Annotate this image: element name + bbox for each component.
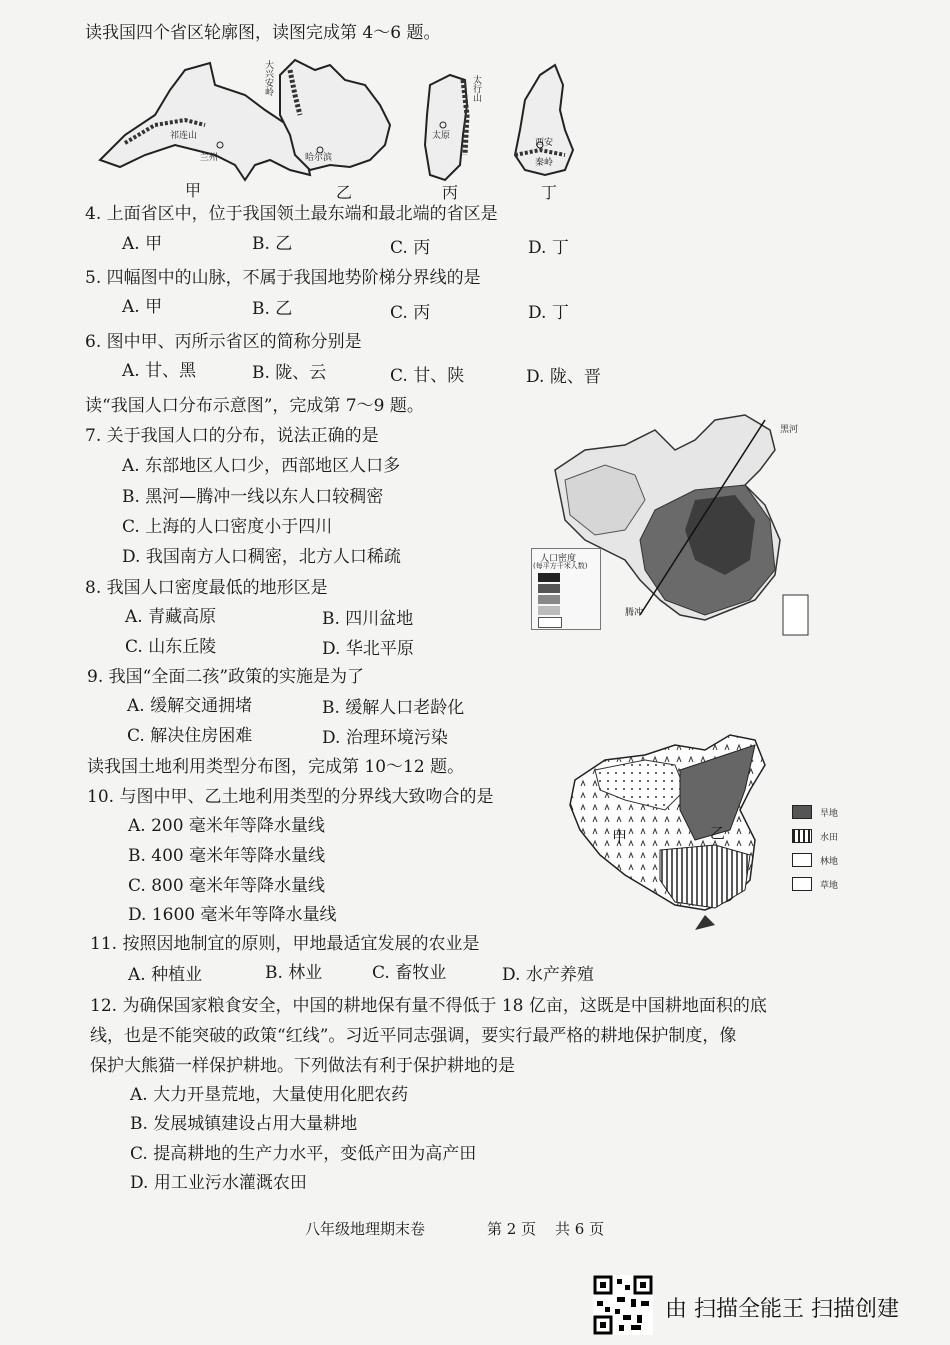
pop-legend-title: 人口密度 <box>540 554 577 564</box>
q11-option-a[interactable]: A. 种植业 <box>128 965 203 985</box>
map-place-taiyuan: 太原 <box>432 131 451 141</box>
land-legend-forest: 林地 <box>820 857 839 867</box>
q12-option-b[interactable]: B. 发展城镇建设占用大量耕地 <box>130 1114 358 1134</box>
scanner-watermark-text: 由 扫描全能王 扫描创建 <box>665 1297 899 1322</box>
question-7-stem: 7. 关于我国人口的分布，说法正确的是 <box>85 426 379 446</box>
q8-option-b[interactable]: B. 四川盆地 <box>322 609 414 629</box>
map-label-bing: 丙 <box>442 183 459 202</box>
q10-option-d[interactable]: D. 1600 毫米年等降水量线 <box>128 905 337 925</box>
map-place-taihang: 太行山 <box>471 75 481 102</box>
question-6-stem: 6. 图中甲、丙所示省区的简称分别是 <box>85 332 362 352</box>
q7-option-a[interactable]: A. 东部地区人口少，西部地区人口多 <box>122 456 401 476</box>
pop-legend-swatch-3 <box>538 595 560 604</box>
land-use-map <box>565 730 785 930</box>
land-legend-swatch-paddy <box>792 829 812 843</box>
land-legend-dryland: 旱地 <box>820 809 839 819</box>
pop-map-legend <box>531 548 601 630</box>
q11-option-b[interactable]: B. 林业 <box>265 963 323 983</box>
map-label-jia: 甲 <box>185 181 202 200</box>
question-8-stem: 8. 我国人口密度最低的地形区是 <box>85 578 328 598</box>
q6-option-d[interactable]: D. 陇、晋 <box>526 367 601 387</box>
q9-option-d[interactable]: D. 治理环境污染 <box>322 728 448 748</box>
q9-option-c[interactable]: C. 解决住房困难 <box>127 726 253 746</box>
map-place-qilian: 祁连山 <box>170 131 198 141</box>
q11-option-c[interactable]: C. 畜牧业 <box>372 963 447 983</box>
pop-legend-subtitle: (每平方千米人数) <box>533 562 588 570</box>
question-12-stem-line-3: 保护大熊猫一样保护耕地。下列做法有利于保护耕地的是 <box>90 1056 515 1076</box>
footer-exam-title: 八年级地理期末卷 <box>305 1220 426 1238</box>
land-map-yi: 乙 <box>710 824 726 842</box>
map-place-lanzhou: 兰州 <box>200 153 219 163</box>
qr-code-icon <box>593 1275 653 1335</box>
q10-option-c[interactable]: C. 800 毫米年等降水量线 <box>128 876 326 896</box>
q8-option-d[interactable]: D. 华北平原 <box>322 639 414 659</box>
q7-option-c[interactable]: C. 上海的人口密度小于四川 <box>122 517 333 537</box>
map-place-qinling: 秦岭 <box>535 158 554 168</box>
question-5-stem: 5. 四幅图中的山脉，不属于我国地势阶梯分界线的是 <box>85 268 481 288</box>
land-legend-swatch-forest <box>792 853 812 867</box>
question-12-stem-line-2: 线，也是不能突破的政策“红线”。习近平同志强调，要实行最严格的耕地保护制度，像 <box>90 1026 737 1046</box>
q7-option-d[interactable]: D. 我国南方人口稠密，北方人口稀疏 <box>122 547 401 567</box>
question-11-stem: 11. 按照因地制宜的原则，甲地最适宜发展的农业是 <box>90 934 480 954</box>
q6-option-c[interactable]: C. 甘、陕 <box>390 366 465 386</box>
question-10-stem: 10. 与图中甲、乙土地利用类型的分界线大致吻合的是 <box>87 787 494 807</box>
land-legend-swatch-dryland <box>792 805 812 819</box>
q8-option-a[interactable]: A. 青藏高原 <box>125 607 217 627</box>
section-intro-4-6: 读我国四个省区轮廓图，读图完成第 4～6 题。 <box>85 23 441 43</box>
q4-option-a[interactable]: A. 甲 <box>122 234 163 254</box>
question-12-stem-line-1: 12. 为确保国家粮食安全，中国的耕地保有量不得低于 18 亿亩，这既是中国耕地面积的底 <box>90 996 767 1016</box>
pop-legend-swatch-1 <box>538 573 560 582</box>
map-place-harbin: 哈尔滨 <box>305 153 333 163</box>
map-label-yi: 乙 <box>336 183 353 202</box>
footer-page-total: 共 6 页 <box>555 1220 605 1238</box>
q11-option-d[interactable]: D. 水产养殖 <box>502 965 594 985</box>
q5-option-c[interactable]: C. 丙 <box>390 303 431 323</box>
question-9-stem: 9. 我国“全面二孩”政策的实施是为了 <box>87 667 365 687</box>
q5-option-d[interactable]: D. 丁 <box>528 303 569 323</box>
pop-map-heihe: 黑河 <box>780 425 799 435</box>
land-legend-swatch-grassland <box>792 877 812 891</box>
q4-option-b[interactable]: B. 乙 <box>252 234 293 254</box>
q5-option-a[interactable]: A. 甲 <box>122 297 163 317</box>
q10-option-b[interactable]: B. 400 毫米年等降水量线 <box>128 846 326 866</box>
q12-option-a[interactable]: A. 大力开垦荒地，大量使用化肥农药 <box>130 1085 409 1105</box>
question-4-stem: 4. 上面省区中，位于我国领土最东端和最北端的省区是 <box>85 204 498 224</box>
pop-legend-swatch-4 <box>538 606 560 615</box>
q10-option-a[interactable]: A. 200 毫米年等降水量线 <box>128 816 325 836</box>
section-intro-10-12: 读我国土地利用类型分布图，完成第 10～12 题。 <box>87 757 465 777</box>
q9-option-b[interactable]: B. 缓解人口老龄化 <box>322 698 465 718</box>
pop-legend-swatch-2 <box>538 584 560 593</box>
q8-option-c[interactable]: C. 山东丘陵 <box>125 637 217 657</box>
q9-option-a[interactable]: A. 缓解交通拥堵 <box>127 696 253 716</box>
q4-option-d[interactable]: D. 丁 <box>528 238 569 258</box>
section-intro-7-9: 读“我国人口分布示意图”，完成第 7～9 题。 <box>85 396 424 416</box>
q12-option-c[interactable]: C. 提高耕地的生产力水平，变低产田为高产田 <box>130 1144 477 1164</box>
q7-option-b[interactable]: B. 黑河—腾冲一线以东人口较稠密 <box>122 487 384 507</box>
pop-legend-swatch-5 <box>538 617 562 628</box>
land-legend-grassland: 草地 <box>820 881 839 891</box>
land-map-jia: 甲 <box>612 828 628 846</box>
map-place-daxinganling: 大兴安岭 <box>263 60 273 96</box>
q4-option-c[interactable]: C. 丙 <box>390 238 431 258</box>
q6-option-b[interactable]: B. 陇、云 <box>252 363 327 383</box>
land-legend-paddy: 水田 <box>820 833 839 843</box>
pop-map-tengchong: 腾冲 <box>625 608 644 618</box>
q12-option-d[interactable]: D. 用工业污水灌溉农田 <box>130 1173 307 1193</box>
q6-option-a[interactable]: A. 甘、黑 <box>122 361 197 381</box>
q5-option-b[interactable]: B. 乙 <box>252 299 293 319</box>
map-label-ding: 丁 <box>541 183 558 202</box>
footer-page-number: 第 2 页 <box>487 1220 537 1238</box>
map-place-xian: 西安 <box>535 138 554 148</box>
